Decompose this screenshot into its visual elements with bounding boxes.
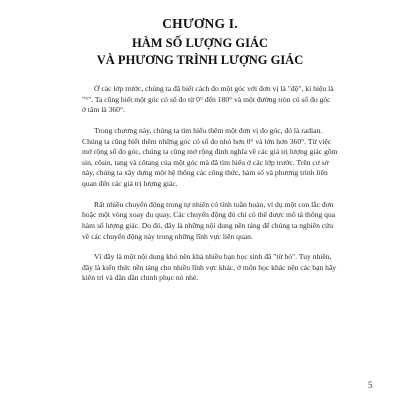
text-line: mở rộng số đo góc, chúng ta cũng mở rộng định nghĩa về các giá trị lượng giác gồm	[82, 147, 338, 157]
paragraph-1	[82, 84, 344, 116]
text-line: hàm số lượng giác. Do đó, đây là những nội dung nền tảng để chúng ta nghiên cứu	[82, 220, 334, 230]
chapter-label: CHƯƠNG I.	[162, 16, 238, 31]
text-line: hoặc một vòng xoay đu quay. Các chuyển động đó chỉ có thể được mô tả thông qua	[82, 210, 336, 220]
text-line: Chúng ta cũng biết thêm những góc có số đo nhỏ hơn 0° và lớn hơn 360°. Từ việc	[82, 136, 332, 146]
paragraph-2	[82, 126, 344, 190]
text-line: Rất nhiều chuyển động trong tự nhiên có tính tuần hoàn, ví dụ một con lắc đơn	[94, 199, 334, 209]
page-number: 5	[368, 380, 373, 390]
text-line: này, chúng ta xây dựng một hệ thống các công thức, hàm số và phương trình liên	[82, 168, 328, 178]
chapter-title-line-1: HÀM SỐ LƯỢNG GIÁC	[132, 36, 268, 50]
text-line: "°". Ta cũng biết một góc có số đo từ 0° đến 180° và một đường tròn có số đo góc	[82, 94, 331, 104]
text-line: sin, côsin, tang và côtang của một góc mà đã tìm hiểu ở các lớp trước. Trên cơ sở	[82, 157, 329, 167]
text-line: ở tâm là 360°.	[82, 105, 125, 115]
chapter-title-line-2: VÀ PHƯƠNG TRÌNH LƯỢNG GIÁC	[96, 53, 304, 67]
text-line: quan đến các giá trị lượng giác.	[82, 178, 178, 188]
text-line: Trong chương này, chúng ta tìm hiểu thêm một đơn vị đo góc, đó là radian.	[94, 125, 323, 135]
text-line: đây là kiến thức nền tảng cho nhiều lĩnh vực khác, ở môn học khác nên các bạn hãy	[82, 262, 337, 272]
text-line: về các chuyển động này trong những lĩnh vực liên quan.	[82, 231, 253, 241]
text-line: Vì đây là một nội dung khó nên khá nhiều bạn học sinh đã "từ bỏ". Tuy nhiên,	[94, 252, 332, 262]
text-line: kiên trì và dần dần chinh phục nó nhé.	[82, 273, 199, 283]
paragraph-4	[82, 252, 344, 284]
text-line: Ở các lớp trước, chúng ta đã biết cách đo một góc với đơn vị là "độ", kí hiệu là	[94, 84, 334, 93]
chapter-intro-text	[82, 84, 344, 294]
paragraph-3	[82, 200, 344, 242]
